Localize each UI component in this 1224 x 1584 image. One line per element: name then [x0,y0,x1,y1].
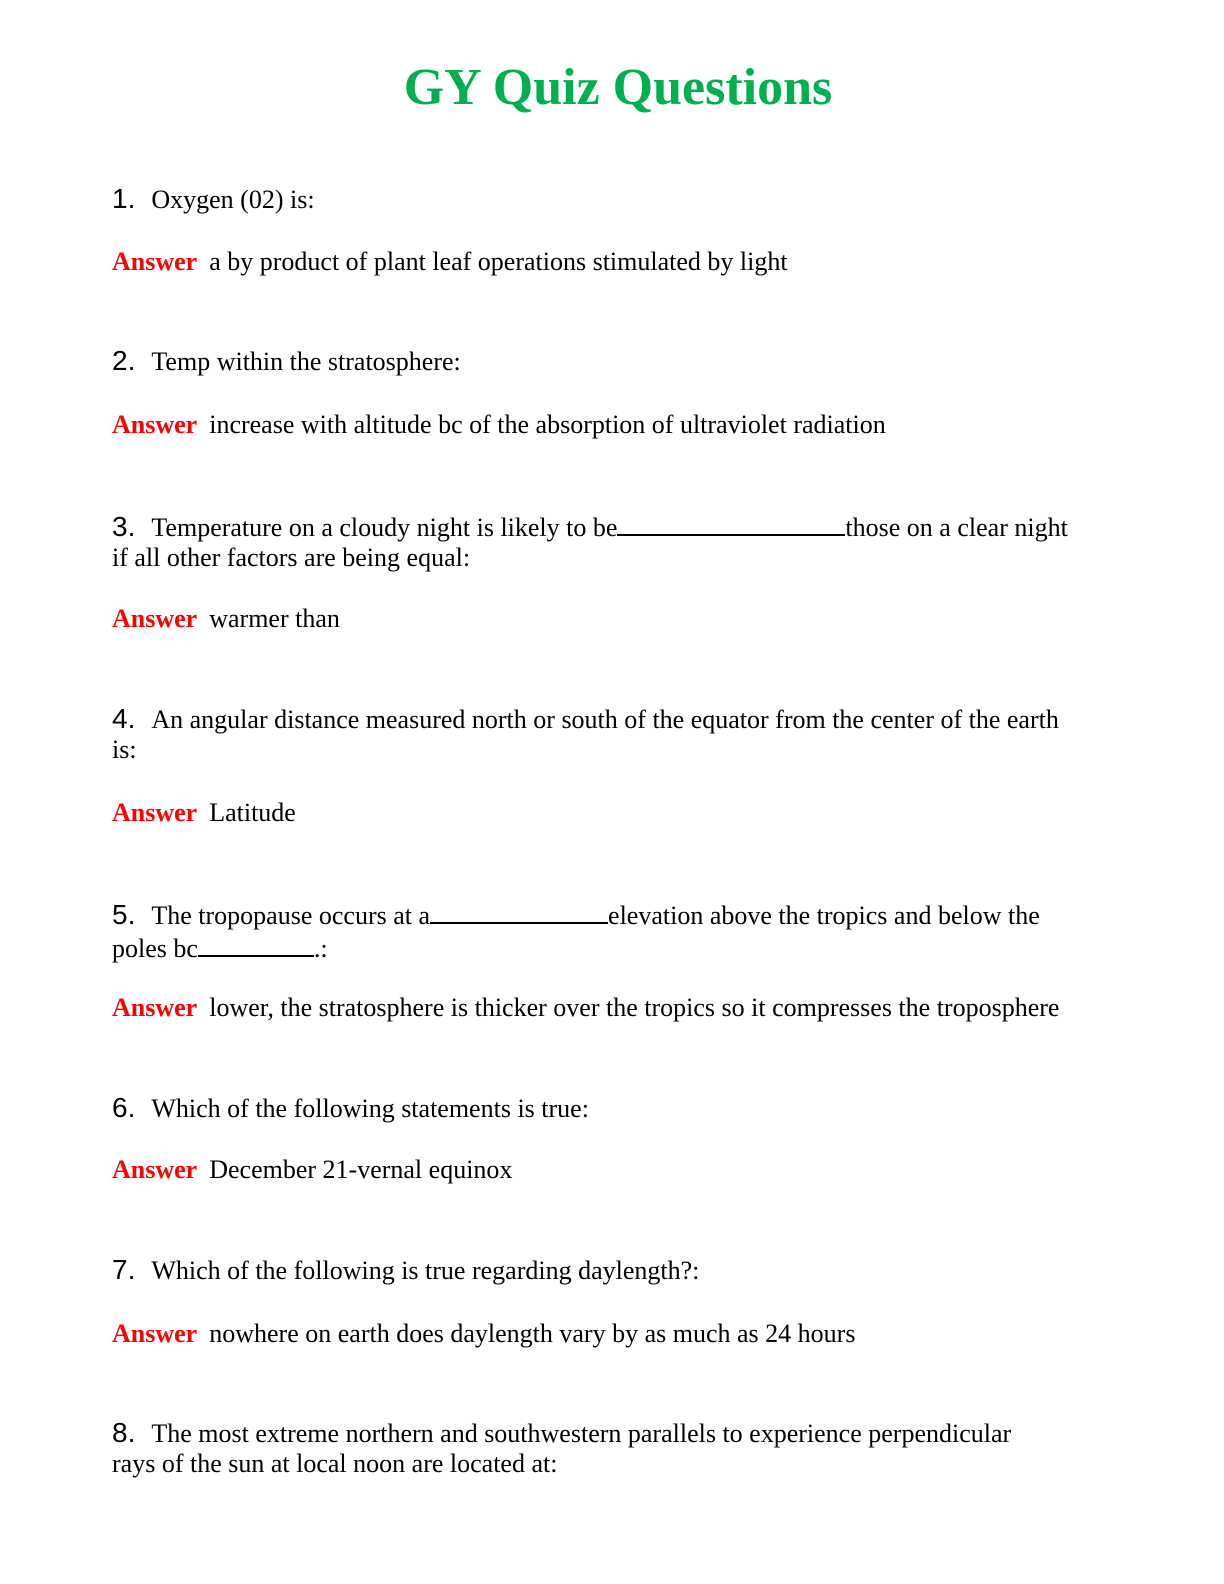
question-text: The most extreme northern and southwestern parallels to experience perpendicular [151,1419,1012,1448]
fill-in-blank [430,898,608,924]
question-text: those on a clear night [845,513,1068,542]
answer-label: Answer [112,993,198,1022]
answer-4 [112,798,1122,828]
answer-text: nowhere on earth does daylength vary by as much as 24 hours [209,1319,856,1348]
question-number: 6. [112,1092,136,1123]
question-text: elevation above the tropics and below the [608,901,1040,930]
answer-7 [112,1319,1122,1349]
question-text: poles bc [112,934,198,963]
question-text: is: [112,735,137,764]
question-number: 4. [112,703,136,734]
answer-text: lower, the stratosphere is thicker over the tropics so it compresses the troposphere [209,993,1060,1022]
answer-2 [112,410,1122,440]
question-text: rays of the sun at local noon are located at: [112,1449,558,1478]
question-number: 8. [112,1417,136,1448]
answer-label: Answer [112,410,198,439]
answer-label: Answer [112,798,198,827]
question-number: 3. [112,511,136,542]
question-text: An angular distance measured north or south of the equator from the center of the earth [151,705,1059,734]
question-text: .: [313,934,328,963]
answer-text: December 21-vernal equinox [209,1155,513,1184]
answer-label: Answer [112,1155,198,1184]
question-text: if all other factors are being equal: [112,543,471,572]
question-3 [112,510,1122,573]
question-number: 2. [112,345,136,376]
question-text: Which of the following is true regarding daylength?: [151,1256,700,1285]
question-number: 7. [112,1254,136,1285]
question-text: Temperature on a cloudy night is likely to be [151,513,618,542]
page-title: GY Quiz Questions [403,59,833,116]
question-7 [112,1255,1122,1286]
question-text: Oxygen (02) is: [151,185,315,214]
answer-text: warmer than [209,604,340,633]
question-text: The tropopause occurs at a [151,901,431,930]
question-6 [112,1093,1122,1124]
question-4 [112,704,1122,765]
answer-text: a by product of plant leaf operations stimulated by light [209,247,788,276]
question-8 [112,1418,1122,1479]
answer-5 [112,993,1122,1023]
question-number: 1. [112,183,136,214]
question-text: Temp within the stratosphere: [151,347,461,376]
answer-label: Answer [112,247,198,276]
answer-text: increase with altitude bc of the absorption of ultraviolet radiation [209,410,886,439]
question-number: 5. [112,899,136,930]
answer-label: Answer [112,604,198,633]
question-1 [112,184,1122,215]
answer-6 [112,1155,1122,1185]
fill-in-blank [617,510,845,536]
fill-in-blank [198,931,314,957]
question-text: Which of the following statements is true: [151,1094,589,1123]
answer-text: Latitude [209,798,296,827]
answer-1 [112,247,1122,277]
answer-3 [112,604,1122,634]
question-5 [112,898,1122,964]
answer-label: Answer [112,1319,198,1348]
question-2 [112,346,1122,377]
